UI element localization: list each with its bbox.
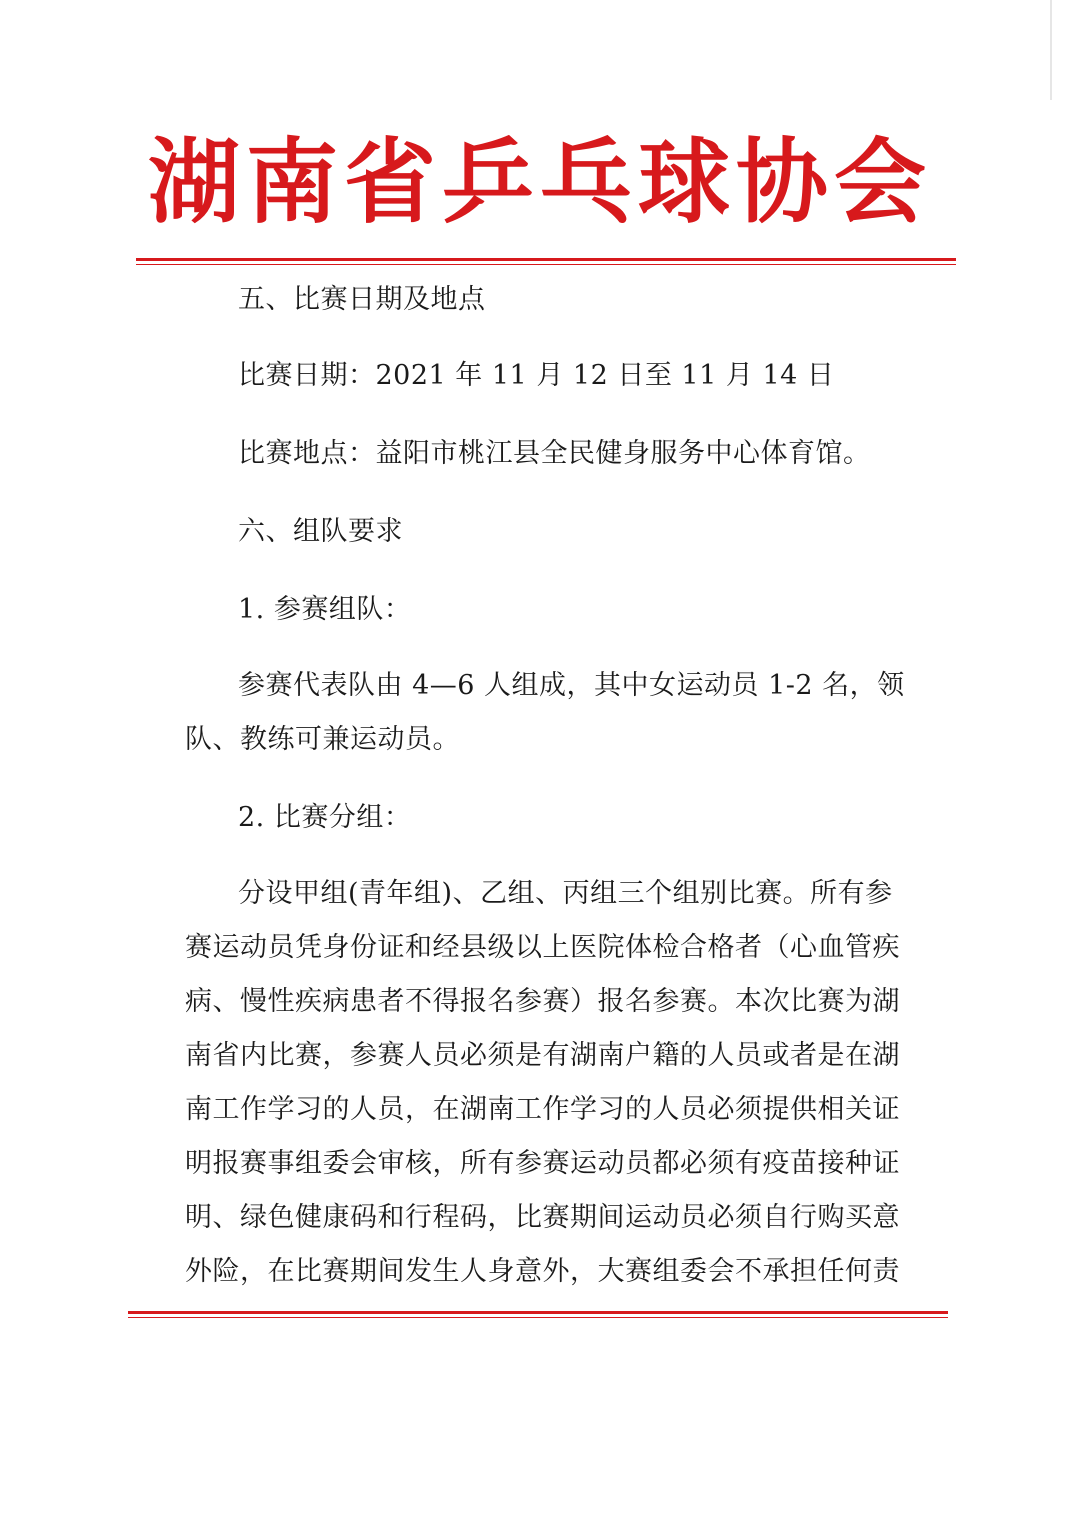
item-2-paragraph-line: 南工作学习的人员，在湖南工作学习的人员必须提供相关证 xyxy=(185,1094,900,1125)
section-6-heading: 六、组队要求 xyxy=(238,516,403,547)
item-2-paragraph-line: 赛运动员凭身份证和经县级以上医院体检合格者（心血管疾 xyxy=(185,932,900,963)
item-1-paragraph-line: 队、教练可兼运动员。 xyxy=(185,724,460,755)
item-2-paragraph-line: 病、慢性疾病患者不得报名参赛）报名参赛。本次比赛为湖 xyxy=(185,986,900,1017)
competition-date: 比赛日期：2021 年 11 月 12 日至 11 月 14 日 xyxy=(238,360,835,391)
item-1-heading: 1. 参赛组队： xyxy=(238,594,412,625)
item-2-paragraph-line: 分设甲组(青年组)、乙组、丙组三个组别比赛。所有参 xyxy=(238,878,893,909)
item-1-paragraph-line: 参赛代表队由 4—6 人组成，其中女运动员 1-2 名，领 xyxy=(238,670,905,701)
letterhead-red-rule xyxy=(136,258,956,261)
competition-venue: 比赛地点：益阳市桃江县全民健身服务中心体育馆。 xyxy=(238,438,871,469)
page-edge-shadow xyxy=(1050,0,1052,100)
item-2-heading: 2. 比赛分组： xyxy=(238,802,412,833)
item-2-paragraph-line: 明报赛事组委会审核，所有参赛运动员都必须有疫苗接种证 xyxy=(185,1148,900,1179)
footer-red-rule-thin xyxy=(128,1317,948,1318)
footer-red-rule xyxy=(128,1311,948,1314)
item-2-paragraph-line: 南省内比赛，参赛人员必须是有湖南户籍的人员或者是在湖 xyxy=(185,1040,900,1071)
letterhead-title: 湖南省乒乓球协会 xyxy=(147,129,932,236)
letterhead-red-rule-thin xyxy=(136,264,956,265)
section-5-heading: 五、比赛日期及地点 xyxy=(238,284,486,315)
item-2-paragraph-line: 明、绿色健康码和行程码，比赛期间运动员必须自行购买意 xyxy=(185,1202,900,1233)
item-2-paragraph-line: 外险，在比赛期间发生人身意外，大赛组委会不承担任何责 xyxy=(185,1256,900,1287)
